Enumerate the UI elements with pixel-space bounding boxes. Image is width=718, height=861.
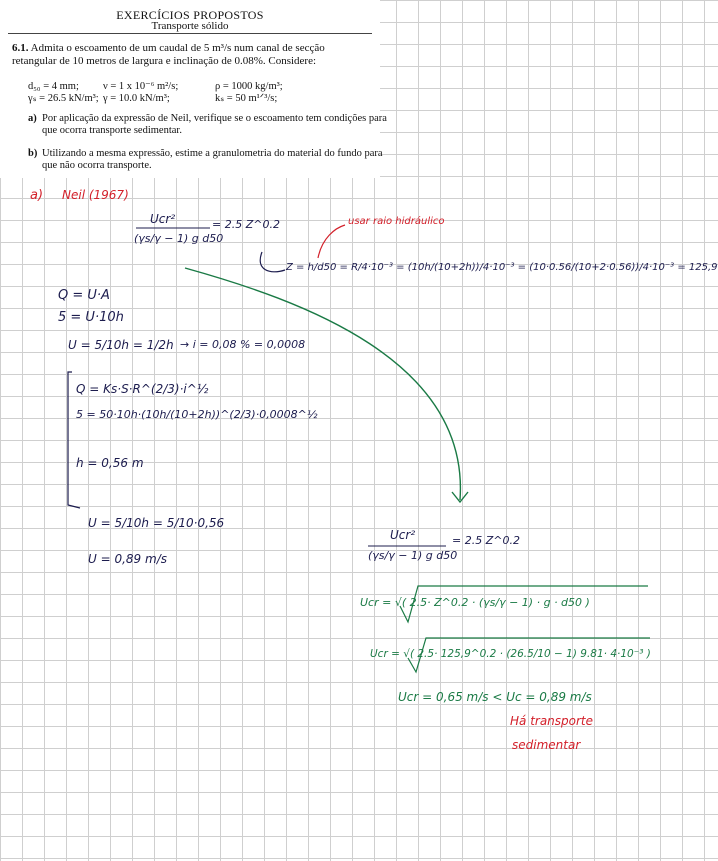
hw-five-u10h: 5 = U·10h [58, 310, 124, 325]
hw-formula2-rhs: = 2.5 Z^0.2 [452, 534, 520, 547]
hw-neil-numerator: Ucr² [150, 212, 176, 226]
hw-u-equation: U = 5/10h = 1/2h [68, 338, 174, 352]
hw-conclusion-line1: Há transporte [510, 714, 594, 728]
hw-neil-rhs: = 2.5 Z^0.2 [212, 218, 280, 231]
header-title: EXERCÍCIOS PROPOSTOS [116, 8, 264, 22]
hw-formula2-denominator: (γs/γ − 1) g d50 [368, 549, 458, 562]
hw-h-result: h = 0,56 m [76, 456, 144, 470]
hw-ucr-result: Ucr = 0,65 m/s < Uc = 0,89 m/s [398, 690, 592, 704]
hw-u-calc: U = 5/10h = 5/10·0,56 [88, 516, 225, 530]
hw-u-result: U = 0,89 m/s [88, 552, 167, 566]
part-b-letter: b) [28, 148, 38, 159]
hw-manning-formula: Q = Ks·S·R^(2/3)·i^½ [76, 382, 209, 396]
hw-neil-title: Neil (1967) [62, 188, 129, 202]
constant-rho: ρ = 1000 kg/m³; [215, 81, 283, 92]
part-a-letter: a) [28, 113, 37, 124]
problem-text: Admita o escoamento de um caudal de 5 m³/s num canal de secção retangular de 10 metros de largura e inclinação de 0.08%. Considere: [12, 42, 325, 67]
hw-z-expression: Z = h/d50 = R/4·10⁻³ = (10h/(10+2h))/4·10⁻³ = (10·0.56/(10+2·0.56))/4·10⁻³ = 125,9 [286, 262, 718, 273]
problem-number: 6.1. [12, 42, 29, 54]
hw-q-ua: Q = U·A [58, 288, 110, 303]
hw-manning-substituted: 5 = 50·10h·(10h/(10+2h))^(2/3)·0,0008^½ [76, 408, 318, 421]
red-note-arrow [318, 225, 345, 258]
header-subtitle: Transporte sólido [151, 20, 229, 32]
constant-gamma-s: γₛ = 26.5 kN/m³; [28, 93, 99, 104]
hw-note-hydraulic-radius: usar raio hidráulico [348, 216, 445, 227]
hw-part-label: a) [30, 188, 44, 203]
green-arrow-curve [185, 268, 460, 500]
hw-conclusion-line2: sedimentar [512, 738, 581, 752]
constant-nu: ν = 1 x 10⁻⁶ m²/s; [103, 81, 179, 92]
constant-d50: d₅₀ = 4 mm; [28, 81, 79, 92]
hw-ucr-numeric: Ucr = √( 2.5· 125,9^0.2 · (26.5/10 − 1) 9.81· 4·10⁻³ ) [370, 648, 651, 660]
part-a-text: Por aplicação da expressão de Neil, verifique se o escoamento tem condições para que ocorra transporte sedimentar. [42, 113, 387, 136]
constant-gamma: γ = 10.0 kN/m³; [103, 93, 170, 104]
hw-formula2-numerator: Ucr² [390, 528, 416, 542]
hw-ucr-sqrt: Ucr = √( 2.5· Z^0.2 · (γs/γ − 1) · g · d50 ) [360, 596, 590, 609]
hw-neil-denominator: (γs/γ − 1) g d50 [134, 232, 224, 245]
constant-ks: kₛ = 50 m¹ᐟ³/s; [215, 93, 278, 104]
hw-slope-equation: → i = 0,08 % = 0,0008 [180, 338, 306, 351]
z-hook-arrow [260, 252, 285, 272]
part-b-text: Utilizando a mesma expressão, estime a granulometria do material do fundo para que não ocorra transporte. [42, 148, 383, 171]
